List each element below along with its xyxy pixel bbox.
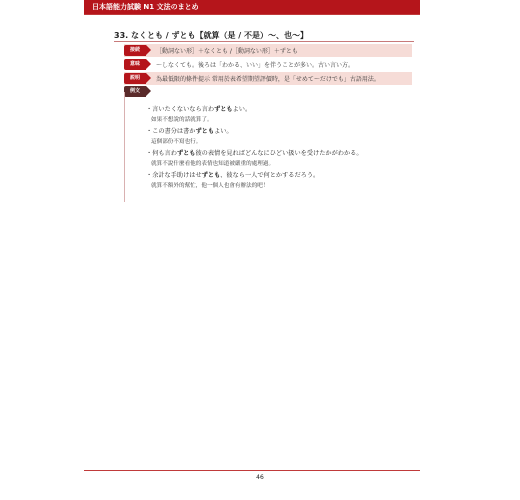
footer-divider [84, 470, 420, 471]
section-title: 33. なくとも / ずとも【就算（是 / 不是）～、也～】 [114, 31, 308, 40]
explanation-text: 為最低限的條件提示 常用於表希望期望評價時，是「せめて～だけでも」古語用法。 [156, 76, 380, 83]
connection-row [124, 44, 412, 57]
page-number: 46 [256, 474, 264, 481]
header-bar [84, 0, 420, 14]
example-item [146, 126, 416, 145]
section-title-underline [114, 41, 414, 42]
example-chinese: 就算不額外的幫忙，他一個人也會有辦法的吧！ [151, 183, 269, 189]
header-divider [84, 14, 420, 15]
example-item [146, 104, 416, 123]
meaning-row [124, 58, 412, 71]
connection-text: ［動詞ない形］＋なくとも /［動詞ない形］＋ずとも [156, 48, 298, 55]
example-chinese: 如果不想說的話就算了。 [151, 117, 213, 123]
example-chinese: 就算不說什麼看他的表情也知道被嚴重的處理過。 [151, 161, 275, 167]
connection-label: 接続 [124, 45, 146, 56]
explanation-row [124, 72, 412, 85]
example-japanese: ・この書分は書かずともよい。 [146, 128, 233, 135]
example-item [146, 148, 416, 167]
example-japanese: ・余計な手助けはせずとも、彼なら一人で何とかするだろう。 [146, 172, 320, 179]
meaning-text: ～しなくても。後ろは「わかる、いい」を伴うことが多い。古い言い方。 [156, 62, 355, 69]
example-chinese: 這個部份不寫也行。 [151, 139, 202, 145]
header-title: 日本語能力試験 N1 文法のまとめ [92, 3, 199, 11]
example-label: 例文 [124, 86, 146, 97]
example-vertical-rule [124, 92, 125, 202]
example-header-row [124, 86, 412, 97]
example-item [146, 170, 416, 189]
example-japanese: ・何も言わずとも彼の表情を見ればどんなにひどい扱いを受けたかがわかる。 [146, 150, 363, 157]
example-japanese: ・言いたくないなら言わずともよい。 [146, 106, 252, 113]
explanation-label: 説明 [124, 73, 146, 84]
meaning-label: 意味 [124, 59, 146, 70]
